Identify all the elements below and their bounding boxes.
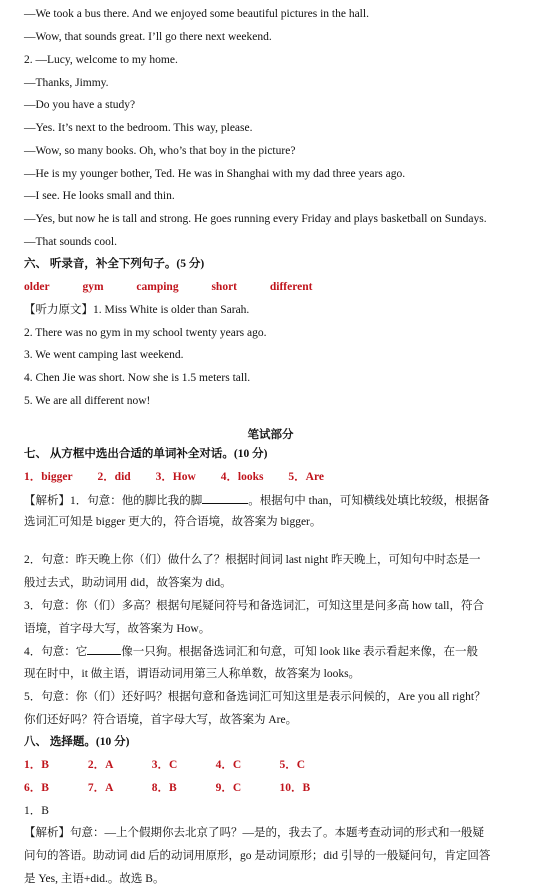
analysis-text: 句意：—上个假期你去北京了吗？—是的，我去了。本题考查动词的形式和一般疑: [70, 827, 484, 839]
answer: 5．Are: [288, 471, 324, 483]
explanation-1: [24, 492, 489, 509]
transcript-text: 1. Miss White is older than Sarah.: [93, 304, 250, 316]
answer: 7．A: [87, 782, 114, 794]
section8-answers-row1: [24, 757, 341, 773]
answer: 2．A: [87, 759, 114, 771]
dialog-line: —I see. He looks small and thin.: [24, 190, 175, 202]
transcript-line-1: [24, 302, 249, 318]
section6-word-bank: [24, 279, 342, 295]
dialog-line: 2. —Lucy, welcome to my home.: [24, 54, 178, 66]
analysis-line: 问句的答语。助动词 did 后的动词用原形，go 是动词原形；did 引导的一般疑问句，肯定回答: [24, 850, 491, 862]
transcript-line: 2. There was no gym in my school twenty years ago.: [24, 327, 267, 339]
dialog-line: —Yes. It’s next to the bedroom. This way, please.: [24, 122, 253, 134]
question-1-answer: 1．B: [24, 805, 49, 817]
word: older: [24, 281, 50, 293]
explanation-line: 你们还好吗？符合语境，首字母大写，故答案为 Are。: [24, 714, 298, 726]
explanation-line: 般过去式，助动词用 did，故答案为 did。: [24, 577, 232, 589]
answer: 5．C: [279, 759, 306, 771]
answer: 6．B: [24, 782, 49, 794]
dialog-line: —Wow, that sounds great. I’ll go there next weekend.: [24, 31, 272, 43]
transcript-line: 3. We went camping last weekend.: [24, 349, 184, 361]
explanation-4: [24, 643, 478, 660]
explanation-text: 1．句意：他的脚比我的脚: [70, 495, 203, 507]
section8-title: 八、 选择题。(10 分): [24, 736, 130, 748]
answer-blank: [87, 643, 121, 655]
word: short: [211, 281, 238, 293]
dialog-line: —Do you have a study?: [24, 99, 136, 111]
analysis-label: 【解析】: [24, 827, 70, 839]
answer: 1．B: [24, 759, 49, 771]
answer: 3．C: [151, 759, 178, 771]
answer: 10．B: [279, 782, 311, 794]
explanation-line: 3．句意：你（们）多高？根据句尾疑问符号和备选词汇，可知这里是问多高 how tall，符合: [24, 600, 484, 612]
dialog-line: —We took a bus there. And we enjoyed some beautiful pictures in the hall.: [24, 8, 369, 20]
answer: 1．bigger: [24, 471, 73, 483]
answer: 2．did: [97, 471, 131, 483]
dialog-line: —That sounds cool.: [24, 236, 117, 248]
answer: 4．looks: [220, 471, 264, 483]
answer: 8．B: [151, 782, 177, 794]
dialog-line: —Wow, so many books. Oh, who’s that boy in the picture?: [24, 145, 296, 157]
explanation-text: 4．句意：它: [24, 646, 88, 658]
analysis-line: 是 Yes, 主语+did.。故选 B。: [24, 873, 165, 885]
word: camping: [136, 281, 179, 293]
dialog-line: —Yes, but now he is tall and strong. He goes running every Friday and plays basketball on Sundays.: [24, 213, 487, 225]
explanation-line: 2．句意：昨天晚上你（们）做什么了？根据时间词 last night 昨天晚上，可知句中时态是一: [24, 554, 481, 566]
explanation-line: 选词汇可知是 bigger 更大的，符合语境，故答案为 bigger。: [24, 516, 322, 528]
answer: 3．How: [155, 471, 196, 483]
explanation-line: 语境，首字母大写，故答案为 How。: [24, 623, 211, 635]
explanation-text: 。根据句中 than，可知横线处填比较级，根据备: [248, 495, 490, 507]
answer: 4．C: [215, 759, 242, 771]
transcript-label: 【听力原文】: [24, 304, 93, 316]
analysis-label: 【解析】: [24, 495, 70, 507]
word: gym: [82, 281, 104, 293]
explanation-line: 5．句意：你（们）还好吗？根据句意和备选词汇可知这里是表示问候的，Are you all right？: [24, 691, 486, 703]
section7-title: 七、 从方框中选出合适的单词补全对话。(10 分): [24, 448, 268, 460]
word: different: [269, 281, 313, 293]
transcript-line: 4. Chen Jie was short. Now she is 1.5 meters tall.: [24, 372, 251, 384]
written-part-title: 笔试部分: [247, 429, 294, 441]
explanation-line: 现在时中，it 做主语，谓语动词用第三人称单数，故答案为 looks。: [24, 668, 361, 680]
analysis-line-1: [24, 825, 484, 841]
section6-title: 六、 听录音，补全下列句子。(5 分): [24, 258, 205, 270]
dialog-line: —Thanks, Jimmy.: [24, 77, 109, 89]
section8-answers-row2: [24, 780, 341, 796]
answer: 9．C: [215, 782, 242, 794]
dialog-line: —He is my younger bother, Ted. He was in Shanghai with my dad three years ago.: [24, 168, 406, 180]
section7-answers: [24, 469, 346, 485]
answer-blank: [202, 492, 248, 504]
transcript-line: 5. We are all different now!: [24, 395, 151, 407]
explanation-text: 像一只狗。根据备选词汇和句意，可知 look like 表示看起来像，在一般: [121, 646, 479, 658]
